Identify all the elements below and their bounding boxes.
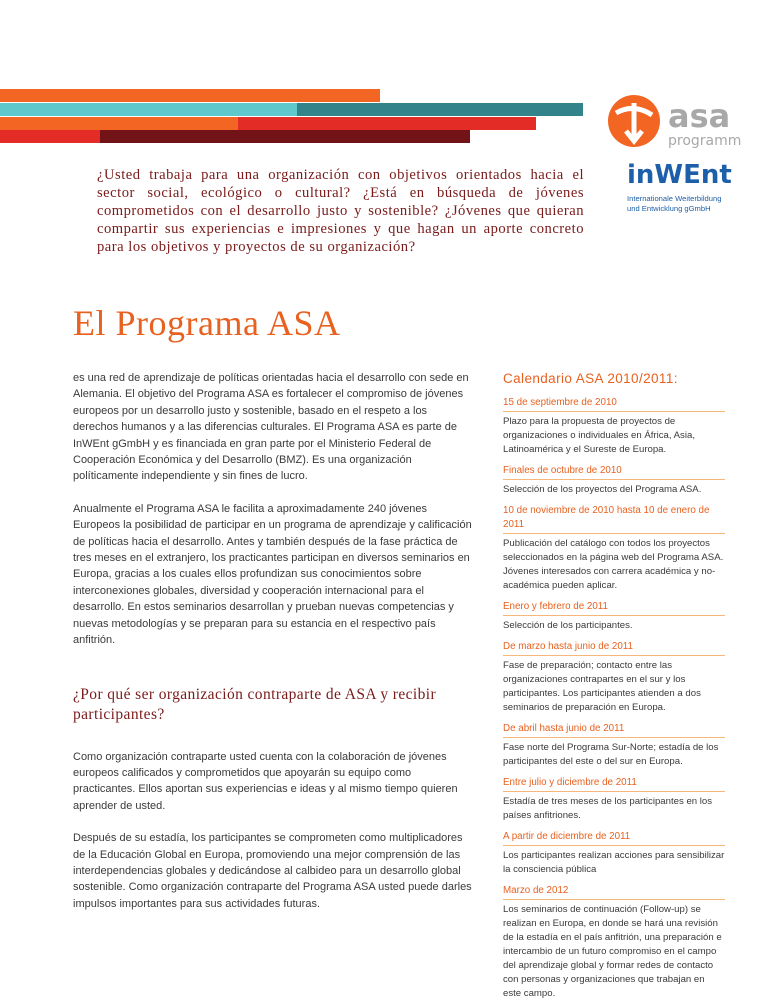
paragraph: Anualmente el Programa ASA le facilita a aproximadamente 240 jóvenes Europeos la posibilidad de participar en un programa de aprendizaje y calificación de políticas hacia el desarrollo. Antes y también después de la fase práctica de tres meses en el extranjero, los practicantes participan en diversos seminarios en Europa, gracias a los cuales ellos profundizan sus conocimientos sobre interconexiones globales, diversidad y cooperación internacional para el desarrollo. En estos seminarios desarrollan y prueban nuevas competencias y nuevas metodologías y se preparan para su estancia en el respectivo país anfitrión. — [73, 502, 472, 647]
stripe-orange-1 — [0, 89, 380, 102]
event-date: Finales de octubre de 2010 — [503, 464, 725, 480]
event-description: Selección de los proyectos del Programa ASA. — [503, 484, 702, 495]
inwent-logo — [627, 160, 757, 214]
main-column — [73, 370, 475, 928]
paragraph: Después de su estadía, los participantes se comprometen como multiplicadores de la Educación Global en Europa, promoviendo una mejor comprensión de las interdependencias globales y dedicándose al calbideo para un desarrollo global sostenible. Como organización contraparte del Programa ASA usted puede darles impulsos importantes para sus actividades futuras. — [73, 832, 472, 910]
intro-paragraph: ¿Usted trabaja para una organización con objetivos orientados hacia el sector social, ecológico o cultural? ¿Está en búsqueda de jóvenes comprometidos con el desarrollo justo y sostenible? ¿Jóvenes que quieran compartir sus experiencias e impresiones y que hagan un aporte concreto para los objetivos y proyectos de su organización? — [97, 167, 584, 255]
calendar-sidebar — [503, 370, 725, 1008]
event-description: Fase norte del Programa Sur-Norte; estadía de los participantes del este o del sur en Europa. — [503, 742, 719, 767]
event-description: Los seminarios de continuación (Follow-up) se realizan en Europa, en donde se hará una revisión de la estadía en el país anfitrión, una preparación e intercambio de un futuro compromiso en el campo del aprendizaje global y formar redes de contacto con personas y organizaciones que trabajan en este campo. — [503, 904, 722, 999]
section-heading: ¿Por qué ser organización contraparte de ASA y recibir participantes? — [73, 685, 437, 723]
paragraph: es una red de aprendizaje de políticas orientadas hacia el desarrollo con sede en Alemania. El objetivo del Programa ASA es fortalecer el compromiso de jóvenes europeos por un desarrollo justo y sostenible, basado en el respeto a los derechos humanos y a las diferencias culturales. El Programa ASA es parte de InWEnt gGmbH y es financiada en gran parte por el Ministerio Federal de Cooperación Económica y del Desarrollo (BMZ). Es una organización políticamente independiente y sin fines de lucro. — [73, 372, 469, 483]
event-date: A partir de diciembre de 2011 — [503, 830, 725, 846]
event-date: Entre julio y diciembre de 2011 — [503, 776, 725, 792]
event-description: Fase de preparación; contacto entre las organizaciones contrapartes en el sur y los participantes. Los participantes atienden a dos seminarios de preparación en Europa. — [503, 660, 701, 713]
stripe-orange-2 — [0, 117, 238, 130]
event-date: De abril hasta junio de 2011 — [503, 722, 725, 738]
paragraph: Como organización contraparte usted cuenta con la colaboración de jóvenes europeos calificados y comprometidos que apoyarán su equipo como practicantes. Ellos aportan sus experiencias e ideas y al mismo tiempo quieren aprender de usted. — [73, 750, 458, 812]
event-date: Marzo de 2012 — [503, 884, 725, 900]
event-date: 10 de noviembre de 2010 hasta 10 de enero de 2011 — [503, 504, 725, 534]
inwent-logo-text: inWEnt — [627, 160, 732, 190]
event-description: Publicación del catálogo con todos los proyectos seleccionados en la página web del Programa ASA. Jóvenes interesados con carrera académica y no-académica pueden aplicar. — [503, 538, 724, 591]
page-title: El Programa ASA — [73, 303, 341, 343]
stripe-red-2 — [0, 130, 100, 143]
event-date: Enero y febrero de 2011 — [503, 600, 725, 616]
stripe-teal-dark — [297, 103, 583, 116]
event-date: De marzo hasta junio de 2011 — [503, 640, 725, 656]
inwent-subtitle-1: Internationale Weiterbildung — [627, 194, 722, 203]
calendar-title: Calendario ASA 2010/2011: — [503, 371, 678, 386]
asa-logo — [606, 91, 756, 151]
asa-logo-subtext: programm — [668, 133, 742, 149]
inwent-subtitle-2: und Entwicklung gGmbH — [627, 204, 711, 213]
calendar-events — [503, 396, 725, 1001]
asa-logo-text: asa — [668, 97, 731, 135]
stripe-teal-light — [0, 103, 297, 116]
stripe-dark-red — [100, 130, 470, 143]
event-description: Los participantes realizan acciones para sensibilizar la consciencia pública — [503, 850, 725, 875]
event-description: Plazo para la propuesta de proyectos de organizaciones o individuales en África, Asia, Latinoamérica y el Sureste de Europa. — [503, 416, 695, 455]
stripe-red — [238, 117, 536, 130]
event-date: 15 de septiembre de 2010 — [503, 396, 725, 412]
event-description: Estadía de tres meses de los participantes en los países anfitriones. — [503, 796, 713, 821]
event-description: Selección de los participantes. — [503, 620, 633, 631]
